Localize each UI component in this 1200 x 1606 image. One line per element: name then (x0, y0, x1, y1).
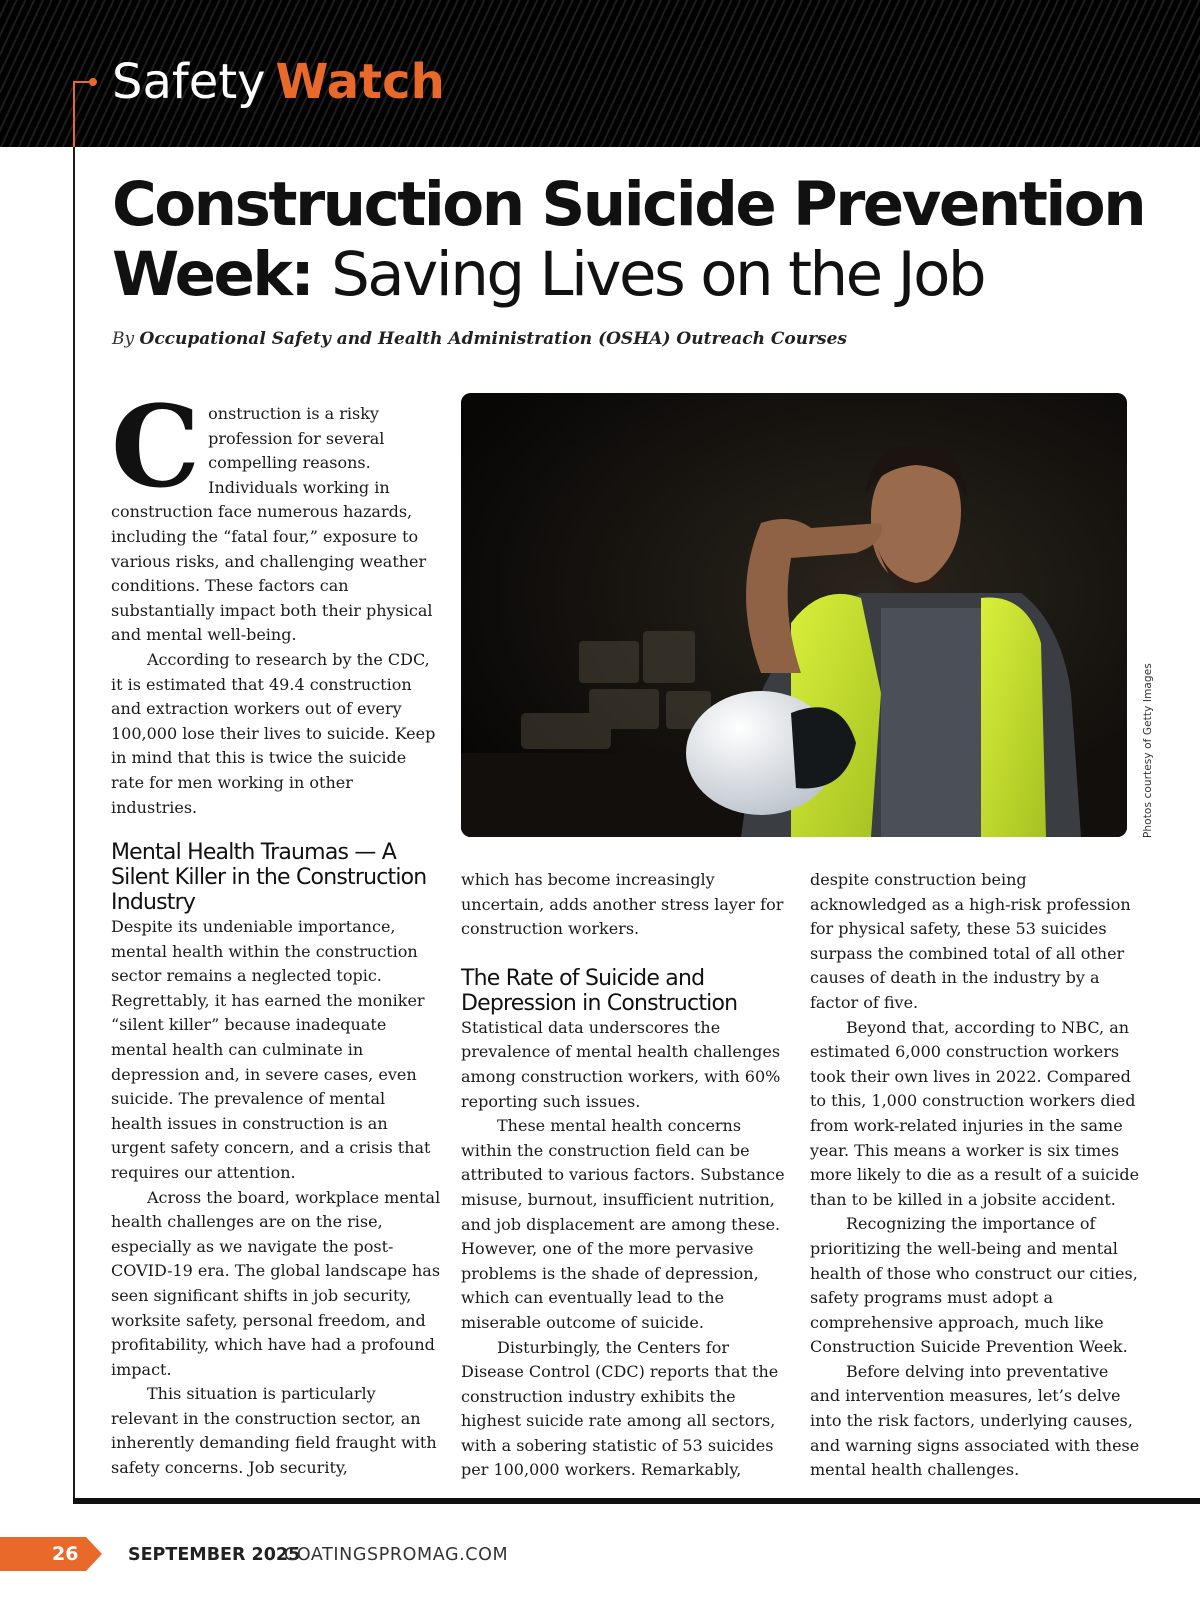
section-heading-silent-killer: Mental Health Traumas — A Silent Killer in the Construction Industry (111, 840, 427, 915)
intro-paragraph-2: According to research by the CDC, it is estimated that 49.4 construction and extraction workers out of every 100,000 lose their lives to suicide. Keep in mind that this is twice the suicide rate for men working in other industries. (111, 649, 436, 817)
section1-paragraph-1: Despite its undeniable importance, mental health within the construction sector remains a neglected topic. Regrettably, it has earned the moniker “silent killer” because inadequate mental health can culminate in depression and, in severe cases, even suicide. The prevalence of mental health issues in construction is an urgent safety concern, and a crisis that requires our attention. (111, 917, 431, 1182)
bracket-line-vertical-accent (73, 81, 75, 147)
section2-paragraph-3: Disturbingly, the Centers for Disease Control (CDC) reports that the construction industry exhibits the highest suicide rate among all sectors, with a sobering statistic of 53 suicides per 100,000 workers. Remarkably, (461, 1337, 779, 1480)
intro-column (111, 382, 441, 820)
column-3-paragraph-3: Recognizing the importance of prioritizing the well-being and mental health of those who construct our cities, safety programs must adopt a comprehensive approach, much like Construction Suicide Prevention Week. (810, 1214, 1138, 1357)
article-headline (112, 170, 1172, 310)
column-3-paragraph-2: Beyond that, according to NBC, an estimated 6,000 construction workers took their own lives in 2022. Compared to this, 1,000 construction workers died from work-related injuries in the same year. This means a worker is six times more likely to die as a result of a suicide than to be killed in a jobsite accident. (810, 1017, 1140, 1209)
byline-author: Occupational Safety and Health Administration (OSHA) Outreach Courses (139, 329, 848, 349)
page-number: 26 (52, 1543, 79, 1565)
article-photo (461, 393, 1127, 837)
column-3-paragraph-4: Before delving into preventative and intervention measures, let’s delve into the risk factors, underlying causes, and warning signs associated with these mental health challenges. (810, 1361, 1140, 1480)
page-rule-vertical (73, 147, 75, 1503)
section-heading-suicide-rate: The Rate of Suicide and Depression in Construction (461, 965, 738, 1016)
byline (112, 326, 847, 352)
section1-paragraph-2: Across the board, workplace mental health challenges are on the rise, especially as we navigate the post-COVID-19 era. The global landscape has seen significant shifts in job security, worksite safety, personal freedom, and profitability, which have had a profound impact. (111, 1187, 441, 1379)
headline-light: Saving Lives on the Job (331, 239, 985, 310)
column-3-continuation: despite construction being acknowledged as a high-risk profession for physical safety, these 53 suicides surpass the combined total of all other causes of death in the industry by a factor of five. (810, 870, 1131, 1012)
footer-website: COATINGSPROMAG.COM (284, 1545, 509, 1565)
column-2-continuation: which has become increasingly uncertain, adds another stress layer for construction workers. (461, 870, 784, 939)
headline-bold: Construction Suicide Prevention Week: (112, 169, 1145, 310)
section1-paragraph-3: This situation is particularly relevant in the construction sector, an inherently demanding field fraught with safety concerns. Job security, (111, 1384, 437, 1478)
byline-prefix: By (112, 329, 135, 349)
section-label-accent: Watch (275, 54, 445, 110)
section2-paragraph-2: These mental health concerns within the construction field can be attributed to various factors. Substance misuse, burnout, insufficient nutrition, and job displacement are among these. However, one of the more pervasive problems is the shade of depression, which can eventually lead to the miserable outcome of suicide. (461, 1116, 785, 1332)
photo-credit: Photos courtesy of Getty Images (1142, 663, 1154, 838)
page-number-tab (0, 1537, 102, 1571)
section-label (112, 52, 445, 112)
intro-paragraph-1-text: onstruction is a risky profession for several compelling reasons. Individuals working in construction face numerous hazards, including the “fatal four,” exposure to various risks, and challenging weather conditions. These factors can substantially impact both their physical and mental well-being. (111, 404, 433, 645)
section2-paragraph-1: Statistical data underscores the prevalence of mental health challenges among construction workers, with 60% reporting such issues. (461, 1017, 781, 1111)
column-3 (810, 868, 1140, 1483)
bracket-dot (89, 78, 97, 86)
footer-issue-date: SEPTEMBER 2025 (128, 1545, 301, 1565)
page-rule-horizontal (73, 1498, 1200, 1504)
drop-cap: C (111, 382, 201, 513)
worker-photo-illustration (461, 393, 1127, 837)
intro-paragraph-1 (111, 382, 441, 648)
column-2 (461, 868, 789, 1483)
column-1 (111, 840, 441, 1481)
section-label-word: Safety (112, 54, 266, 110)
